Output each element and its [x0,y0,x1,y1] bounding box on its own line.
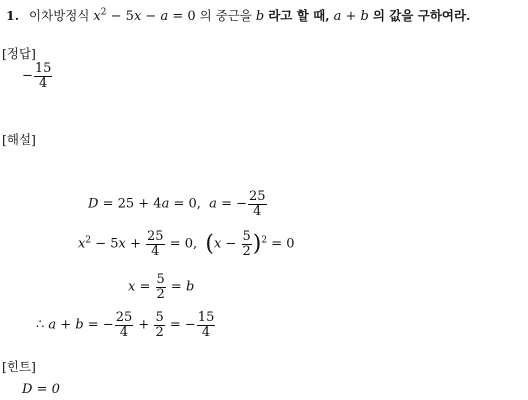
solution-label: [해설] [2,132,36,147]
solution-line-3: x = $\frac{5}{2}$ = b [128,272,195,302]
problem-number: 1. [6,8,20,23]
answer-value: − $\frac{15}{4}$ [22,61,52,91]
problem-text-a: 이차방정식 [29,8,90,23]
solution-line-2: $x^2 - 5x$ + $\frac{25}{4}$ = 0, (x − $\frac{5}{2}$ )$^2$ = 0 [78,229,295,259]
problem-text-d: 의 값을 구하여라. [372,8,471,23]
solution-line-1: D = 25 + 4a = 0, a = − $\frac{25}{4}$ [88,189,266,219]
problem-statement: 1. 이차방정식 $x^2 - 5x - a = 0$ 의 중근을 b 라고 할 때, a + b 의 값을 구하여라. [6,7,471,24]
hint-label: [힌트] [2,359,36,374]
hint-text: D = 0 [22,382,60,397]
equation: $x^2 - 5x - a = 0$ [93,7,196,24]
answer-label: [정답] [2,46,36,61]
problem-text-c: 라고 할 때, [268,8,330,23]
solution-line-4: ∴ a + b = − $\frac{25}{4}$ + $\frac{5}{2}$ = − $\frac{15}{4}$ [36,310,215,340]
problem-text-b: 의 중근을 [199,8,252,23]
